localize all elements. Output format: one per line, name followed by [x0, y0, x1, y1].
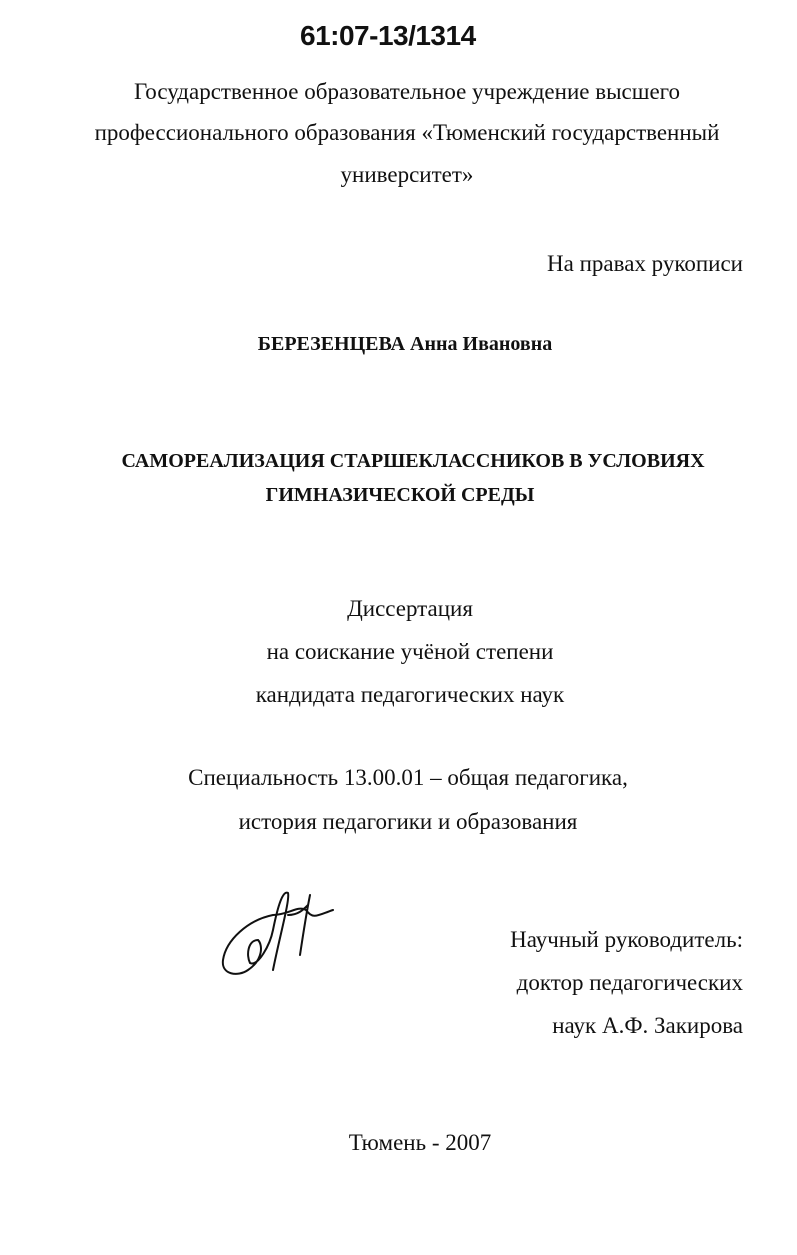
institution-line-1: Государственное образовательное учреждение высшего	[133, 79, 681, 104]
degree-line-2: на соискание учёной степени	[266, 639, 554, 664]
degree-line-1: Диссертация	[347, 596, 473, 621]
author-name: БЕРЕЗЕНЦЕВА Анна Ивановна	[257, 333, 553, 355]
specialty-line-1: Специальность 13.00.01 – общая педагогика,	[188, 765, 628, 790]
title-line-2: ГИМНАЗИЧЕСКОЙ СРЕДЫ	[265, 484, 535, 506]
institution-line-3: университет»	[340, 162, 474, 187]
supervisor-label: Научный руководитель:	[510, 927, 743, 952]
institution-line-2: профессионального образования «Тюменский государственный	[94, 120, 720, 145]
degree-line-3: кандидата педагогических наук	[255, 682, 565, 707]
supervisor-degree: доктор педагогических	[516, 970, 743, 995]
title-line-1: САМОРЕАЛИЗАЦИЯ СТАРШЕКЛАССНИКОВ В УСЛОВИЯХ	[121, 450, 705, 472]
manuscript-note: На правах рукописи	[547, 251, 743, 276]
supervisor-name: наук А.Ф. Закирова	[552, 1013, 743, 1038]
place-year: Тюмень - 2007	[348, 1130, 492, 1155]
specialty-line-2: история педагогики и образования	[238, 809, 578, 834]
archive-number: 61:07-13/1314	[300, 20, 476, 51]
signature	[218, 885, 338, 985]
